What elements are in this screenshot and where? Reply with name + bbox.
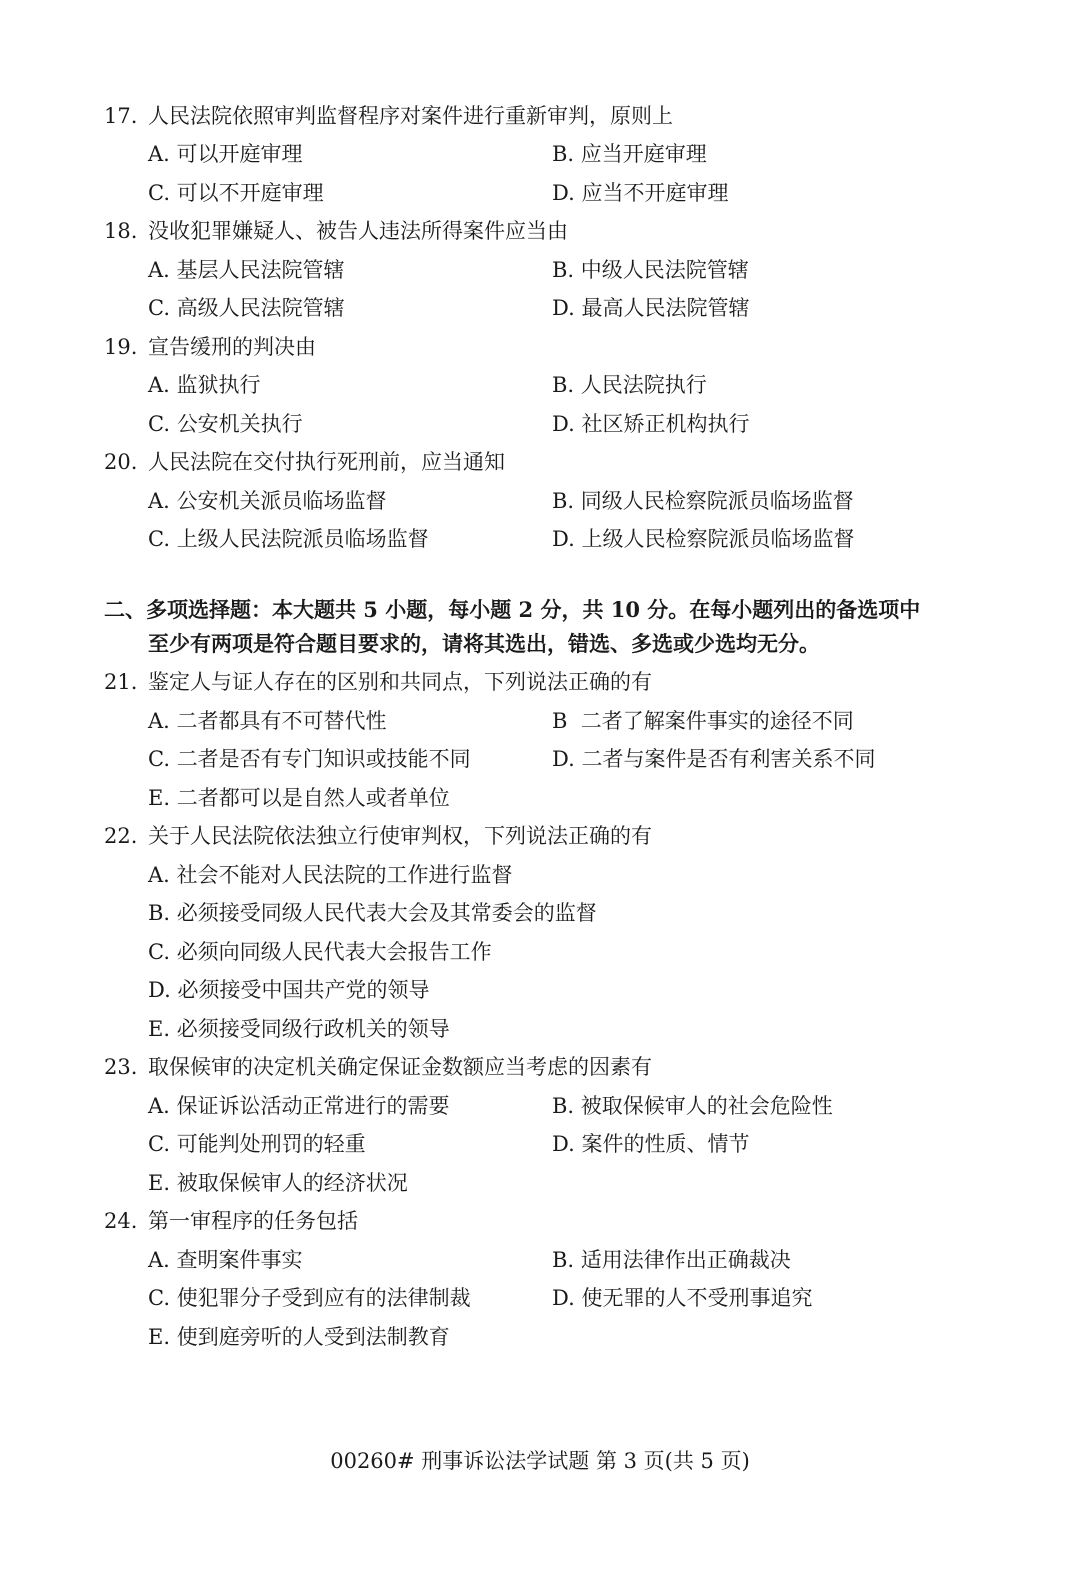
q19-option-a: A. 监狱执行 (148, 373, 261, 397)
q23-option-a: A. 保证诉讼活动正常进行的需要 (148, 1094, 450, 1118)
q19-option-d: D. 社区矫正机构执行 (552, 412, 750, 436)
q21-option-d: D. 二者与案件是否有利害关系不同 (552, 747, 876, 771)
q22-option-e: E. 必须接受同级行政机关的领导 (148, 1017, 450, 1041)
q18-option-b: B. 中级人民法院管辖 (552, 258, 749, 282)
q24-option-c: C. 使犯罪分子受到应有的法律制裁 (148, 1286, 471, 1310)
question-18-stem: 18. 没收犯罪嫌疑人、被告人违法所得案件应当由 (104, 219, 568, 243)
q17-option-b: B. 应当开庭审理 (552, 142, 707, 166)
q23-option-e: E. 被取保候审人的经济状况 (148, 1171, 408, 1195)
q18-option-c: C. 高级人民法院管辖 (148, 296, 345, 320)
q21-option-a: A. 二者都具有不可替代性 (148, 709, 387, 733)
q21-option-b: B 二者了解案件事实的途径不同 (552, 709, 854, 733)
q23-option-c: C. 可能判处刑罚的轻重 (148, 1132, 366, 1156)
section-2-instructions: 至少有两项是符合题目要求的，请将其选出，错选、多选或少选均无分。 (148, 631, 820, 656)
q20-option-c: C. 上级人民法院派员临场监督 (148, 527, 429, 551)
question-17-stem: 17. 人民法院依照审判监督程序对案件进行重新审判，原则上 (104, 104, 673, 128)
q23-option-d: D. 案件的性质、情节 (552, 1132, 750, 1156)
section-2-heading: 二、多项选择题：本大题共 5 小题，每小题 2 分，共 10 分。在每小题列出的备选项中 (104, 597, 921, 622)
question-21-stem: 21. 鉴定人与证人存在的区别和共同点，下列说法正确的有 (104, 670, 652, 694)
q20-option-b: B. 同级人民检察院派员临场监督 (552, 489, 854, 513)
q23-option-b: B. 被取保候审人的社会危险性 (552, 1094, 833, 1118)
q24-option-b: B. 适用法律作出正确裁决 (552, 1248, 791, 1272)
q21-option-e: E. 二者都可以是自然人或者单位 (148, 786, 450, 810)
q17-option-d: D. 应当不开庭审理 (552, 181, 729, 205)
q19-option-c: C. 公安机关执行 (148, 412, 303, 436)
page-footer: 00260# 刑事诉讼法学试题 第 3 页(共 5 页) (330, 1449, 750, 1473)
question-20-stem: 20. 人民法院在交付执行死刑前，应当通知 (104, 450, 505, 474)
q17-option-c: C. 可以不开庭审理 (148, 181, 324, 205)
q22-option-a: A. 社会不能对人民法院的工作进行监督 (148, 863, 513, 887)
q20-option-a: A. 公安机关派员临场监督 (148, 489, 387, 513)
q19-option-b: B. 人民法院执行 (552, 373, 707, 397)
q22-option-b: B. 必须接受同级人民代表大会及其常委会的监督 (148, 901, 597, 925)
q22-option-d: D. 必须接受中国共产党的领导 (148, 978, 430, 1002)
q24-option-d: D. 使无罪的人不受刑事追究 (552, 1286, 813, 1310)
q20-option-d: D. 上级人民检察院派员临场监督 (552, 527, 855, 551)
q18-option-d: D. 最高人民法院管辖 (552, 296, 750, 320)
q18-option-a: A. 基层人民法院管辖 (148, 258, 345, 282)
q21-option-c: C. 二者是否有专门知识或技能不同 (148, 747, 471, 771)
q24-option-a: A. 查明案件事实 (148, 1248, 303, 1272)
question-23-stem: 23. 取保候审的决定机关确定保证金数额应当考虑的因素有 (104, 1055, 652, 1079)
question-19-stem: 19. 宣告缓刑的判决由 (104, 335, 316, 359)
question-22-stem: 22. 关于人民法院依法独立行使审判权，下列说法正确的有 (104, 824, 652, 848)
q24-option-e: E. 使到庭旁听的人受到法制教育 (148, 1325, 450, 1349)
q17-option-a: A. 可以开庭审理 (148, 142, 303, 166)
question-24-stem: 24. 第一审程序的任务包括 (104, 1209, 358, 1233)
q22-option-c: C. 必须向同级人民代表大会报告工作 (148, 940, 492, 964)
